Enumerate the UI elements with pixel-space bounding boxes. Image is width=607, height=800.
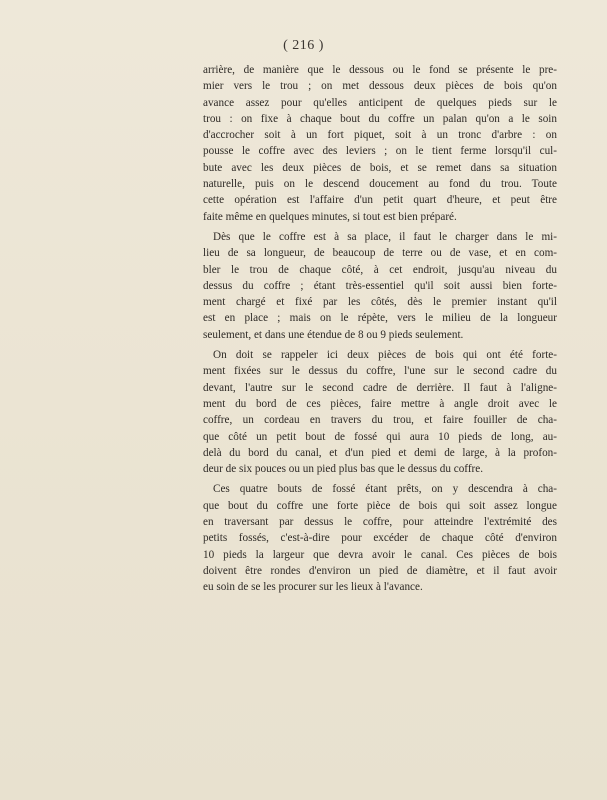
text-line: mier vers le trou ; on met dessous deux pièces de bois qu'on (203, 80, 557, 93)
text-line: est en place ; mais on le répète, vers le milieu de la longueur (203, 312, 557, 325)
text-line: devant, l'autre sur le second cadre de derrière. Il faut à l'aligne- (203, 381, 557, 394)
text-line: deur de six pouces ou un pied plus bas que le dessus du coffre. (203, 463, 484, 476)
paragraph-3 (203, 347, 557, 477)
paragraph-4 (203, 481, 557, 595)
text-line: cette opération est l'affaire d'un petit quart d'heure, et peut être (203, 194, 557, 207)
text-line: coffre, un cordeau en travers du trou, et faire fouiller de cha- (203, 414, 557, 427)
text-line: seulement, et dans une étendue de 8 ou 9 pieds seulement. (203, 328, 464, 341)
text-line: lieu de sa longueur, de beaucoup de terre ou de vase, et en com- (203, 247, 557, 260)
text-line: petits fossés, c'est-à-dire pour excéder de chaque côté d'environ (203, 532, 557, 545)
page-number: ( 216 ) (283, 38, 324, 53)
text-line: arrière, de manière que le dessous ou le fond se présente le pre- (203, 64, 557, 76)
paragraph-1 (203, 62, 557, 225)
text-line: doivent être rondes d'environ un pied de diamètre, et il faut avoir (203, 564, 557, 577)
text-line: en traversant par dessus le coffre, pour atteindre l'extrémité des (203, 516, 557, 529)
text-line: d'accrocher soit à un fort piquet, soit à un tronc d'arbre : on (203, 129, 557, 142)
text-line: naturelle, puis on le descend doucement au fond du trou. Toute (203, 178, 557, 191)
text-line: delà du bord du canal, et d'un pied et demi de large, à la profon- (203, 446, 557, 459)
text-line: ment du bord de ces pièces, faire mettre à angle droit avec le (203, 397, 557, 410)
body-text (203, 62, 557, 600)
text-line: bler le trou de chaque côté, à cet endroit, jusqu'au niveau du (203, 263, 557, 276)
text-line: eu soin de se les procurer sur les lieux à l'avance. (203, 581, 423, 594)
text-line: bute avec les deux pièces de bois, et se remet dans sa situation (203, 161, 557, 174)
text-line: Dès que le coffre est à sa place, il faut le charger dans le mi- (213, 230, 557, 243)
text-line: pousse le coffre avec des leviers ; on le tient ferme lorsqu'il cul- (203, 145, 557, 158)
text-line: dessus du coffre ; étant très-essentiel qu'il soit aussi bien forte- (203, 279, 557, 292)
paragraph-2 (203, 229, 557, 343)
text-line: 10 pieds la largeur que devra avoir le canal. Ces pièces de bois (203, 548, 557, 561)
text-line: que côté un petit bout de fossé qui aura 10 pieds de long, au- (203, 430, 557, 443)
text-line: avance assez pour qu'elles anticipent de quelques pieds sur le (203, 96, 557, 109)
text-line: trou : on fixe à chaque bout du coffre un palan qu'on a le soin (203, 112, 557, 125)
text-line: que bout du coffre une forte pièce de bois qui soit assez longue (203, 499, 557, 512)
text-line: faite même en quelques minutes, si tout est bien préparé. (203, 210, 457, 223)
text-line: On doit se rappeler ici deux pièces de bois qui ont été forte- (213, 349, 557, 362)
text-line: ment fixées sur le dessus du coffre, l'une sur le second cadre du (203, 365, 557, 378)
text-line: ment chargé et fixé par les côtés, dès le premier instant qu'il (203, 296, 557, 309)
text-line: Ces quatre bouts de fossé étant prêts, on y descendra à cha- (213, 483, 557, 496)
